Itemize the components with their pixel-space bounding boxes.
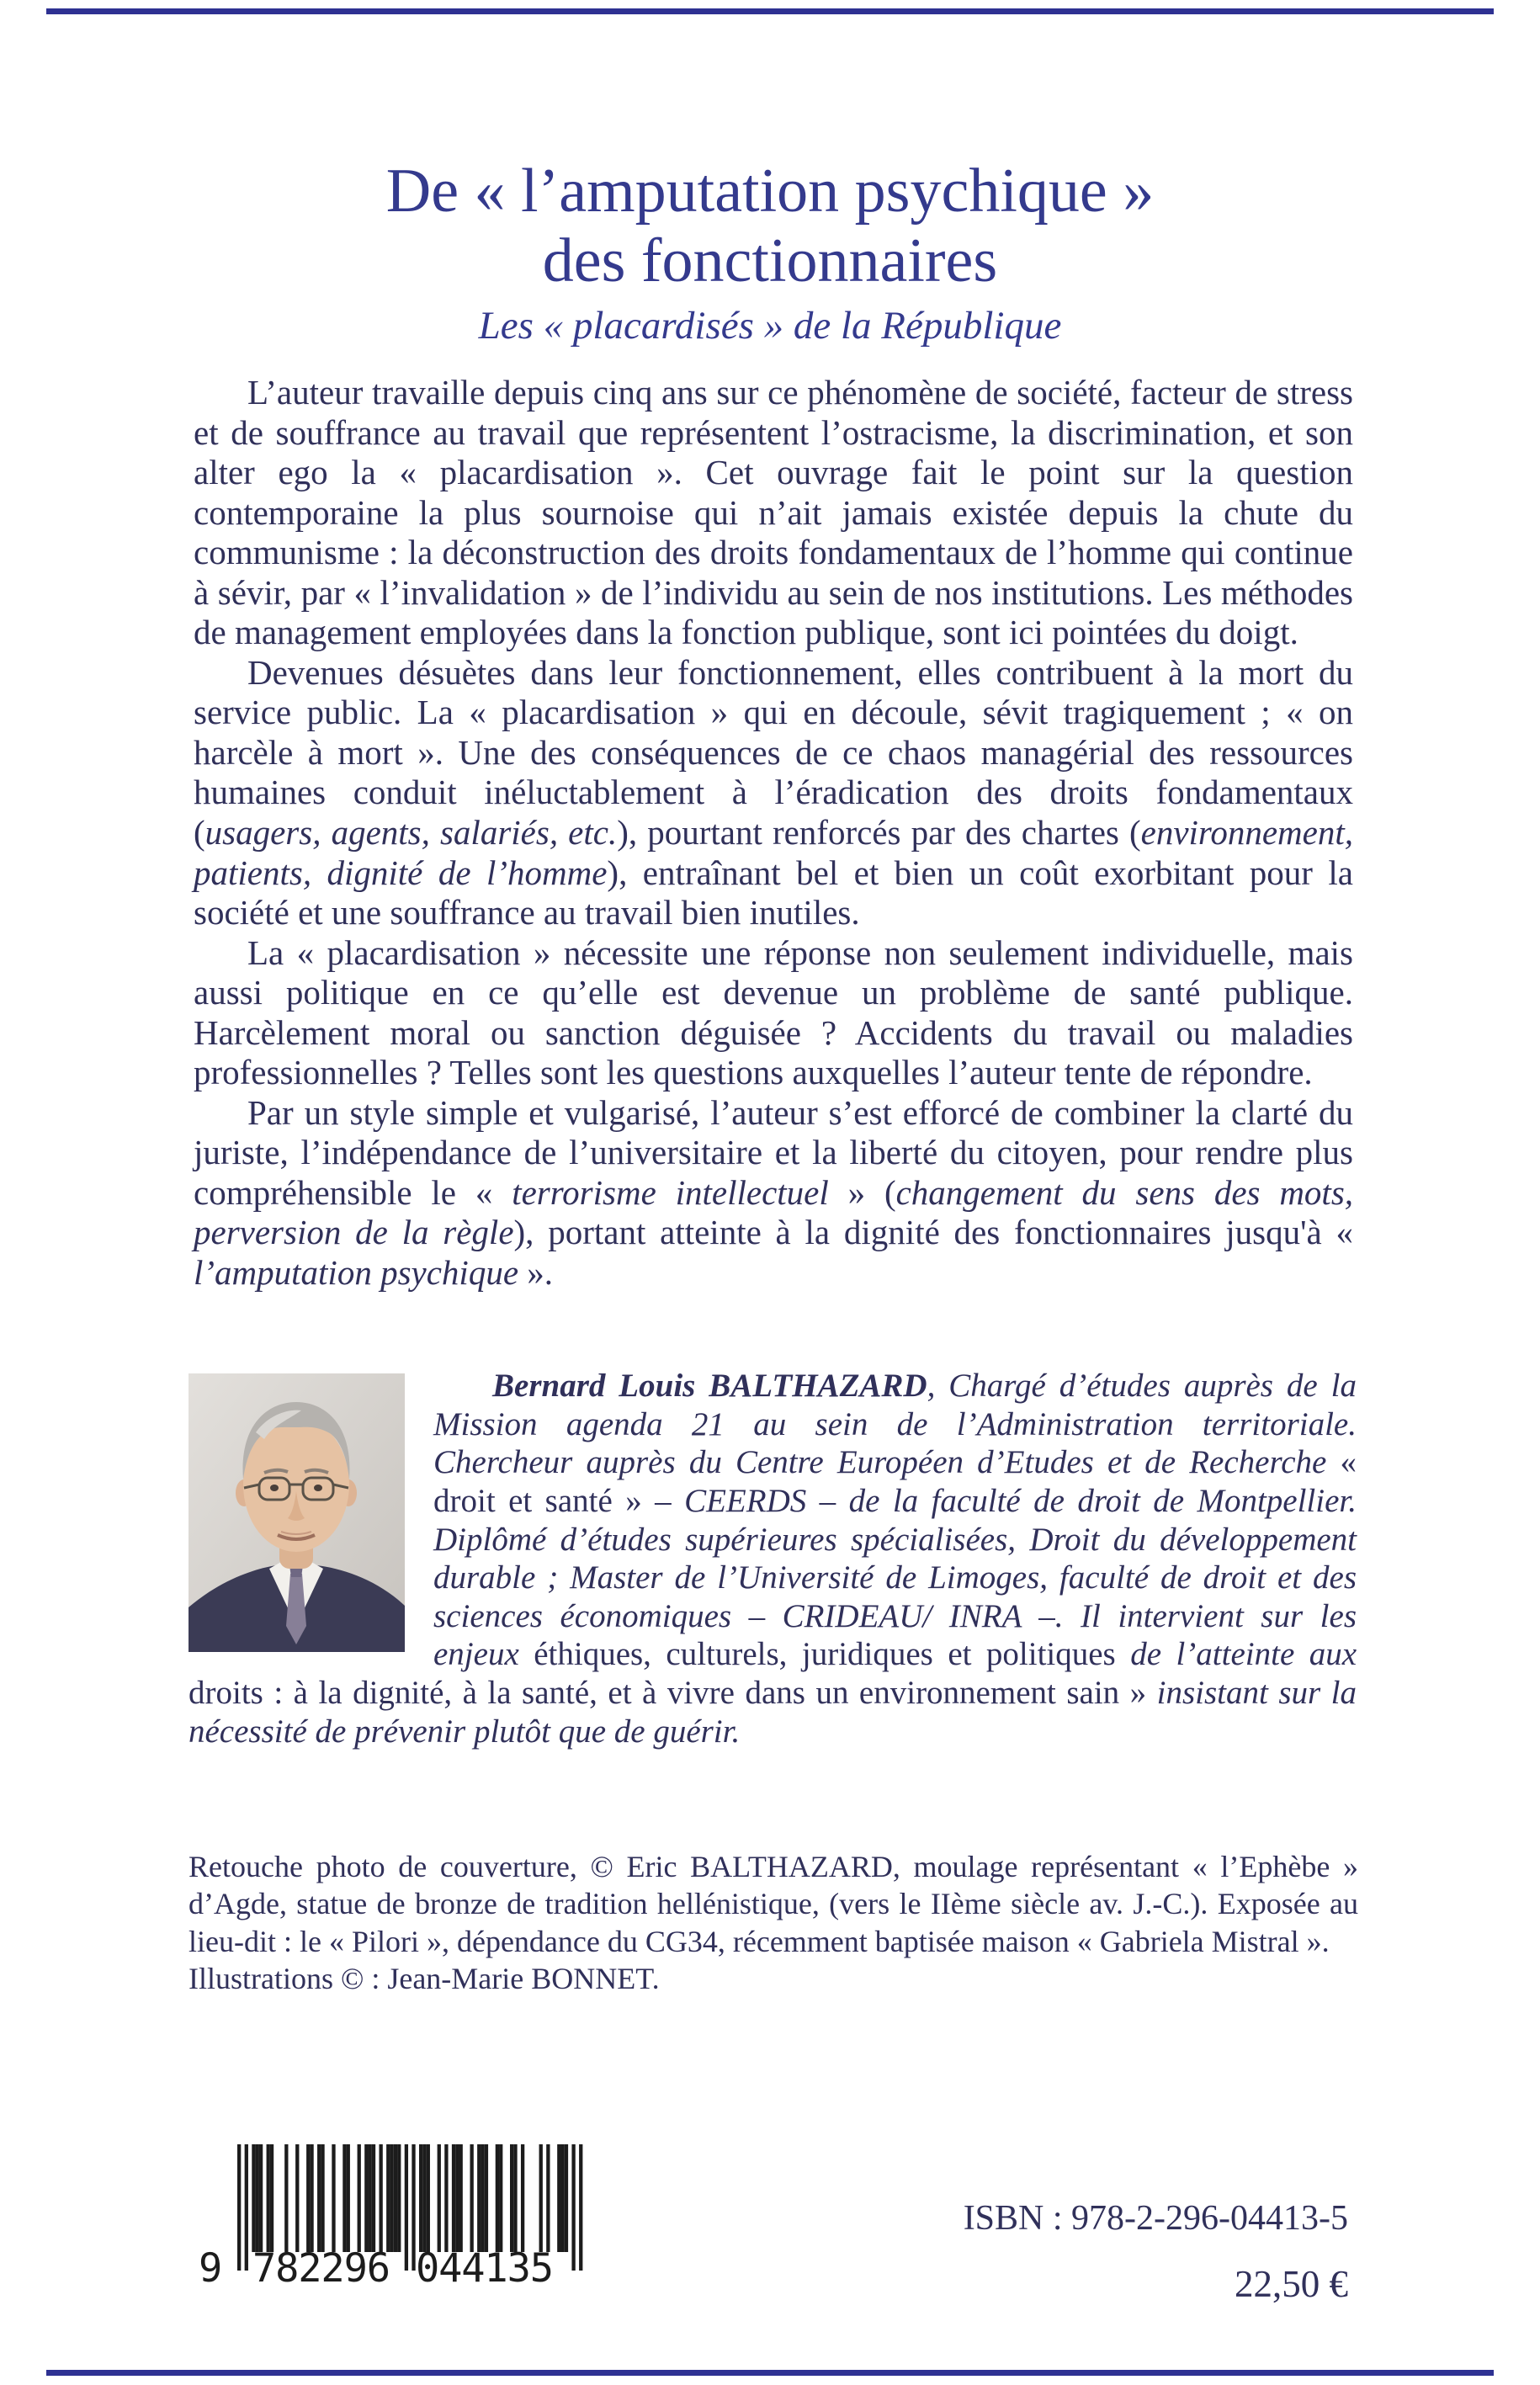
barcode-digits-group1: 782296 [252, 2245, 390, 2287]
credits [189, 1848, 1358, 1997]
book-title [0, 157, 1540, 296]
top-rule [46, 8, 1494, 14]
bottom-rule [46, 2370, 1494, 2376]
synopsis-paragraph-2: Devenues désuètes dans leur fonctionnement, elles contribuent à la mort du service public. La « placardisation » qui en découle, sévit tragiquement ; « on harcèle à mort ». Une des conséquences de ce chaos managérial des ressources humaines conduit inéluctablement à l’éradication des droits fondamentaux (usagers, agents, salariés, etc.), pourtant renforcés par des chartes (environnement, patients, dignité de l’homme), entraînant bel et bien un coût exorbitant pour la société et une souffrance au travail bien inutiles. [194, 652, 1354, 932]
bio-text: Bernard Louis BALTHAZARD, Chargé d’études auprès de la Mission agenda 21 au sein de l’Administration territoriale. Chercheur auprès du Centre Européen d’Etudes et de Recherche « droit et santé » – CEERDS – de la faculté de droit de Montpellier. Diplômé d’études supérieures spécialisées, Droit du développement durable ; Master de l’Université de Limoges, faculté de droit et des sciences économiques – CRIDEAU/ INRA –. Il intervient sur les enjeux éthiques, culturels, juridiques et politiques de l’atteinte aux droits : à la dignité, à la santé, et à vivre dans un environnement sain » insistant sur la nécessité de prévenir plutôt que de guérir. [189, 1368, 1357, 1750]
book-subtitle: Les « placardisés » de la République [478, 304, 1062, 348]
synopsis-paragraph-3: La « placardisation » nécessite une réponse non seulement individuelle, mais aussi politique en ce qu’elle est devenue un problème de santé publique. Harcèlement moral ou sanction déguisée ? Accidents du travail ou maladies professionnelles ? Telles sont les questions auxquelles l’auteur tente de répondre. [194, 932, 1353, 1092]
synopsis-paragraph-1: L’auteur travaille depuis cinq ans sur ce phénomène de société, facteur de stress et de souffrance au travail que représentent l’ostracisme, la discrimination, et son alter ego la « placardisation ». Cet ouvrage fait le point sur la question contemporaine la plus sournoise qui n’ait jamais existée depuis la chute du communisme : la déconstruction des droits fondamentaux de l’homme qui continue à sévir, par « l’invalidation » de l’individu au sein de nos institutions. Les méthodes de management employées dans la fonction publique, sont ici pointées du doigt. [194, 373, 1353, 652]
isbn: ISBN : 978-2-296-04413-5 [963, 2199, 1348, 2238]
synopsis-paragraph-4: Par un style simple et vulgarisé, l’auteur s’est efforcé de combiner la clarté du juriste, l’indépendance de l’universitaire et la liberté du citoyen, pour rendre plus compréhensible le « terrorisme intellectuel » (changement du sens des mots, perversion de la règle), portant atteinte à la dignité des fonctionnaires jusqu'à « l’amputation psychique ». [194, 1092, 1354, 1293]
synopsis [194, 373, 1353, 1293]
barcode [190, 2144, 594, 2287]
barcode-lead-digit: 9 [199, 2245, 223, 2287]
price: 22,50 € [1235, 2263, 1348, 2305]
credits-paragraph: Retouche photo de couverture, © Eric BALTHAZARD, moulage représentant « l’Ephèbe » d’Agde, statue de bronze de tradition hellénistique, (vers le IIème siècle av. J.-C.). Exposée au lieu-dit : le « Pilori », dépendance du CG34, récemment baptisée maison « Gabriela Mistral ». [189, 1850, 1358, 1958]
illustrations-credit: Illustrations © : Jean-Marie BONNET. [189, 1961, 660, 1995]
title-line-1: De « l’amputation psychique » [385, 157, 1155, 226]
author-photo [189, 1373, 405, 1652]
barcode-digits-group2: 044135 [416, 2245, 554, 2287]
author-bio [189, 1367, 1357, 1750]
title-line-2: des fonctionnaires [542, 226, 998, 295]
